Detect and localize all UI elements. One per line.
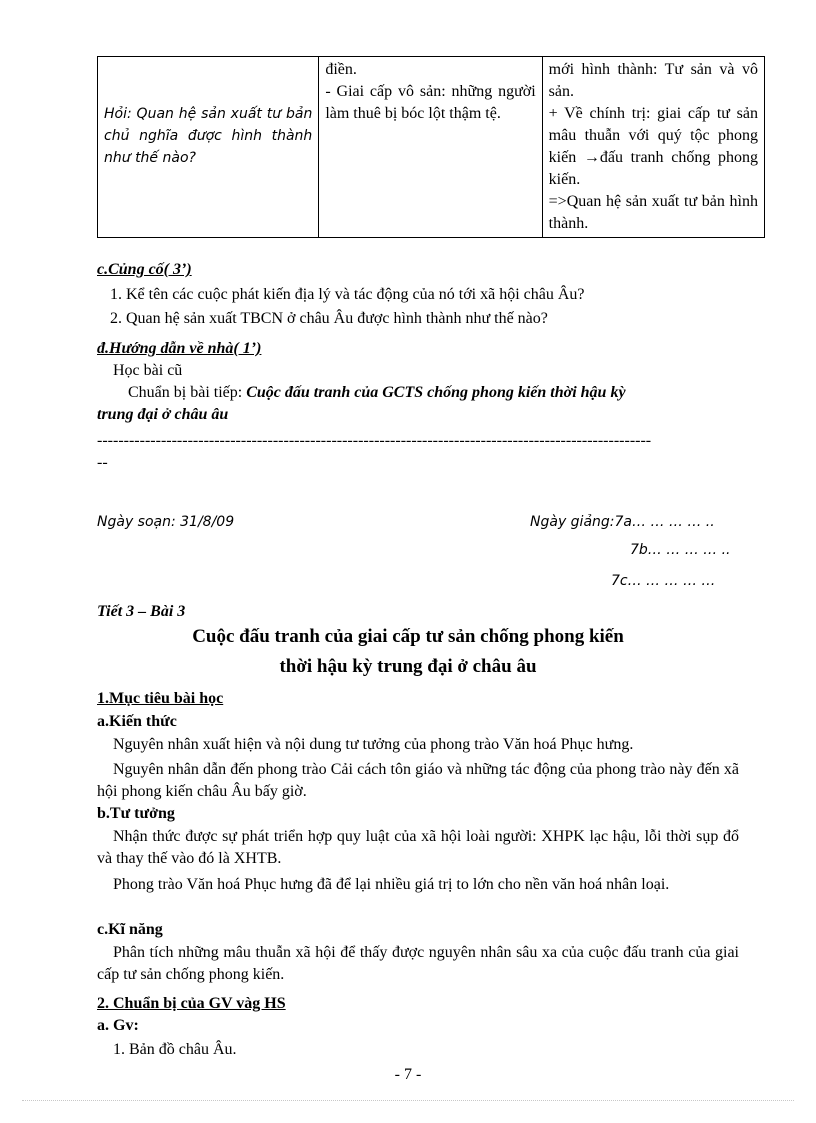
lesson-title-line1: Cuộc đấu tranh của giai cấp tư sản chống phong kiến (192, 626, 624, 647)
section1-b-heading: b.Tư tưởng (97, 805, 175, 822)
section1-c-heading: c.Kĩ năng (97, 921, 163, 938)
page-number: - 7 - (394, 1066, 422, 1083)
table-cell-content (319, 57, 542, 238)
section1-c-p1: Phân tích những mâu thuẫn xã hội để thấy được nguyên nhân sâu xa của cuộc đấu tranh của giai cấp tư sản chống phong kiến. (97, 944, 739, 983)
section2-a-item: 1. Bản đồ châu Âu. (113, 1041, 237, 1058)
class-7c-label: 7c (611, 573, 628, 589)
ngay-giang-label: Ngày giảng:7a (530, 514, 632, 530)
huongdan-heading: đ.Hướng dẫn về nhà( 1’) (97, 340, 262, 357)
class-7c (611, 573, 715, 589)
class-7b (630, 542, 731, 558)
lesson-title-line2: thời hậu kỳ trung đại ở châu âu (279, 656, 537, 677)
huongdan-prep (128, 382, 626, 404)
section2-heading: 2. Chuẩn bị của GV vàg HS (97, 995, 286, 1012)
class-7b-label: 7b (630, 542, 648, 558)
cell-line: mới hình thành: Tư sản và vô sản. (548, 61, 758, 100)
cungco-item: 1. Kể tên các cuộc phát kiến địa lý và tác động của nó tới xã hội châu Âu? (110, 286, 585, 303)
section1-b-p2: Phong trào Văn hoá Phục hưng đã để lại nhiều giá trị to lớn cho nền văn hoá nhân loại. (113, 876, 670, 893)
cungco-item: 2. Quan hệ sản xuất TBCN ở châu Âu được hình thành như thế nào? (110, 310, 548, 327)
tiet-label: Tiết 3 – Bài 3 (97, 603, 186, 620)
table-row (98, 57, 765, 238)
ngay-giang (530, 514, 715, 530)
separator-line: -------------------------------------------------------------------------------------------------------- (97, 432, 652, 449)
cell-line: - Giai cấp vô sản: những người làm thuê bị bóc lột thậm tệ. (325, 83, 536, 122)
ngay-soan: Ngày soạn: 31/8/09 (97, 514, 235, 530)
cell-line: + Về chính trị: giai cấp tư sản mâu thuẫn với quý tộc phong kiến →đấu tranh chống phong kiến. (548, 105, 758, 188)
prep-title-cont: trung đại ở châu âu (97, 406, 229, 423)
separator-tail: -- (97, 454, 108, 471)
section1-a-p2: Nguyên nhân dẫn đến phong trào Cải cách tôn giáo và những tác động của phong trào này đến xã hội phong kiến châu Âu bấy giờ. (97, 761, 739, 800)
prep-title: Cuộc đấu tranh của GCTS chống phong kiến thời hậu kỳ (246, 384, 626, 401)
lesson-table (97, 56, 765, 238)
section2-a-heading: a. Gv: (97, 1017, 139, 1034)
table-cell-question (98, 57, 319, 238)
dots-7a: … … … … .. (632, 514, 715, 530)
table-cell-summary (542, 57, 764, 238)
section1-heading: 1.Mục tiêu bài học (97, 690, 224, 707)
cungco-heading: c.Củng cố( 3’) (97, 261, 192, 278)
dots-7c: … … … … … (627, 573, 716, 589)
section1-b-p1: Nhận thức được sự phát triển hợp quy luật của xã hội loài người: XHPK lạc hậu, lỗi thời sụp đổ và thay thế vào đó là XHTB. (97, 828, 739, 867)
cell-line: điền. (325, 61, 357, 78)
section1-a-p1: Nguyên nhân xuất hiện và nội dung tư tưởng của phong trào Văn hoá Phục hưng. (113, 736, 634, 753)
question-text: Hỏi: Quan hệ sản xuất tư bản chủ nghĩa được hình thành như thế nào? (104, 106, 313, 166)
prep-label: Chuẩn bị bài tiếp: (128, 384, 247, 401)
cell-line: =>Quan hệ sản xuất tư bản hình thành. (548, 193, 758, 232)
section1-a-heading: a.Kiến thức (97, 713, 177, 730)
page-bottom-border (22, 1100, 794, 1101)
huongdan-line: Học bài cũ (113, 362, 183, 379)
dots-7b: … … … … .. (647, 542, 731, 558)
